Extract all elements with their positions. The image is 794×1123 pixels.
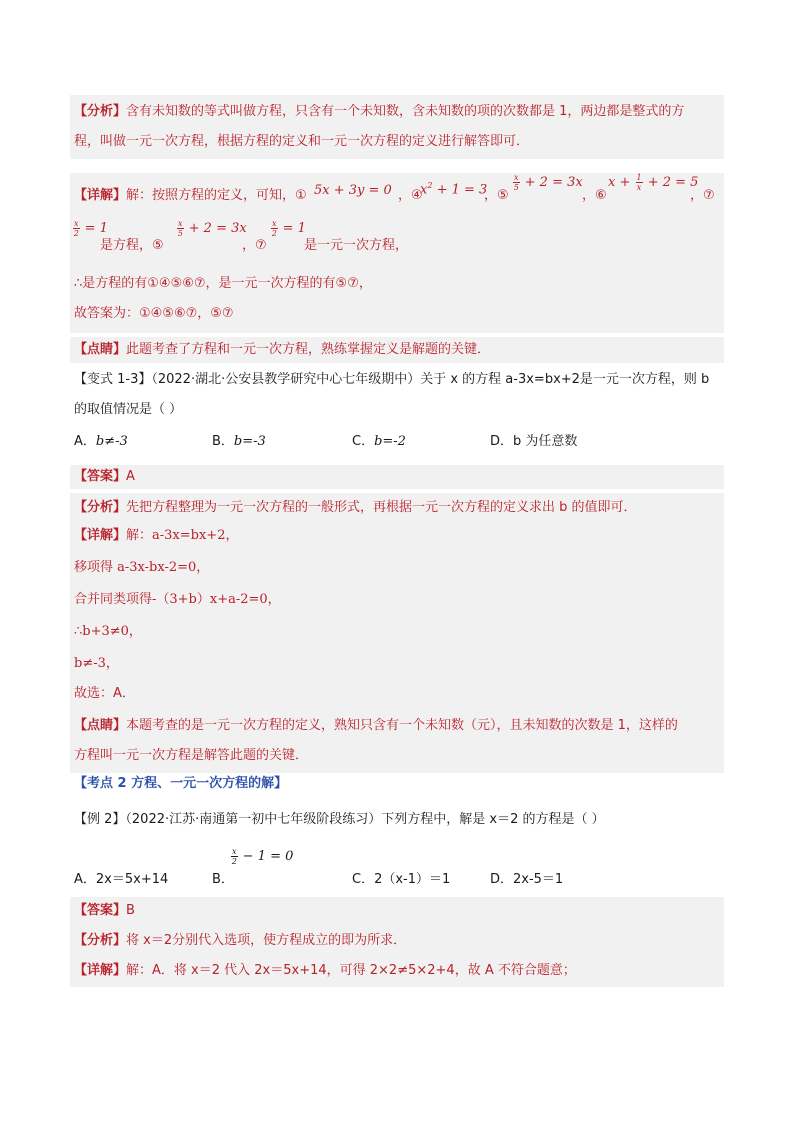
analysis-text: 含有未知数的等式叫做方程，只含有一个未知数，含未知数的项的次数都是 1，两边都是整式的方	[126, 104, 685, 119]
detail-2-section: 【详解】解：A．将 x＝2 代入 2x＝5x+14，可得 2×2≠5×2+4，故 A 不符合题意；	[70, 957, 724, 987]
option-a[interactable]: A．b≠-3	[74, 434, 128, 449]
analysis-13-section: 【分析】先把方程整理为一元一次方程的一般形式，再根据一元一次方程的定义求出 b 的值即可．	[70, 493, 724, 523]
variant-head: 【变式 1-3】（2022·湖北·公安县教学研究中心七年级期中）关于 x 的方程 a-3x=bx+2是一元一次方程，则 b	[74, 372, 710, 387]
example-2-question	[70, 797, 724, 893]
example-option-d[interactable]: D．2x-5＝1	[490, 872, 564, 887]
variant-question	[70, 363, 724, 463]
equation-1: 5x + 3y = 0	[314, 183, 392, 198]
detail-intro: 解：按照方程的定义，可知，	[126, 188, 296, 203]
point-2-title: 【考点 2 方程、一元一次方程的解】	[74, 776, 288, 791]
analysis-label: 【分析】	[74, 104, 127, 119]
analysis-2-section: 【分析】将 x＝2分别代入选项，使方程成立的即为所求．	[70, 925, 724, 957]
answer-value: A	[126, 469, 135, 484]
detail-13-line-2: 合并同类项得-（3+b）x+a-2=0，	[74, 592, 281, 607]
comment-section	[70, 337, 724, 363]
answer-section: 【答案】A	[70, 465, 724, 489]
variant-line2: 的取值情况是（ ）	[74, 402, 183, 417]
example-option-c[interactable]: C．2（x-1）＝1	[352, 872, 451, 887]
point-2-heading	[70, 773, 724, 797]
analysis-2-text: 将 x＝2分别代入选项，使方程成立的即为所求．	[126, 933, 407, 948]
option-b[interactable]: B．b=-3	[212, 434, 266, 449]
equation-5-repeat: $\frac{x}{5}$ + 2 = 3x	[177, 219, 247, 238]
answer-2-value: B	[126, 903, 135, 918]
summary-line: ∴是方程的有①④⑤⑥⑦，是一元一次方程的有⑤⑦，	[74, 276, 372, 291]
example-option-b-equation: $\frac{x}{2}$ − 1 = 0	[231, 847, 294, 866]
summary-section	[70, 269, 724, 333]
document-page	[70, 95, 724, 987]
detail-section: 【详解】解：按照方程的定义，可知，① 5x + 3y = 0 ，④ $x^2 + 1 = 3$ ，⑤ $\frac{x}{5}$ + 2 = 3x ，⑥ x + $\frac{1}{x}$ + 2 = 5 ，⑦ $\frac{x}{2}$ = 1 是方程，⑤ $\frac{x}{5}$ + 2 = 3x ，⑦ $\frac{x}{2}$ = 1 是一元一次方程，	[70, 173, 724, 269]
detail-2-text: 解：A．将 x＝2 代入 2x＝5x+14，可得 2×2≠5×2+4，故 A 不符合题意；	[126, 963, 576, 978]
equation-4: $x^2 + 1 = 3$	[420, 181, 488, 198]
equation-7: $\frac{x}{2}$ = 1	[73, 219, 108, 238]
analysis-section	[70, 95, 724, 159]
equation-7-repeat: $\frac{x}{2}$ = 1	[271, 219, 306, 238]
option-c[interactable]: C．b=-2	[352, 434, 406, 449]
equation-6: x + $\frac{1}{x}$ + 2 = 5	[608, 173, 699, 192]
example-option-b[interactable]: B．	[212, 872, 234, 887]
example-option-a[interactable]: A．2x＝5x+14	[74, 872, 169, 887]
detail-13-line-5: 故选：A．	[74, 686, 135, 701]
comment-13-section: 【点睛】本题考查的是一元一次方程的定义，熟知只含有一个未知数（元），且未知数的次数是 1，这样的 方程叫一元一次方程是解答此题的关键．	[70, 711, 724, 773]
analysis-13-text: 先把方程整理为一元一次方程的一般形式，再根据一元一次方程的定义求出 b 的值即可．	[126, 500, 637, 515]
comment-text: 此题考查了方程和一元一次方程，熟练掌握定义是解题的关键．	[126, 342, 491, 357]
example-2-head: 【例 2】（2022·江苏·南通第一初中七年级阶段练习）下列方程中，解是 x＝2 的方程是（ ）	[74, 812, 605, 827]
detail-13-line-3: ∴b+3≠0，	[74, 624, 142, 639]
answer-2-section: 【答案】B	[70, 897, 724, 925]
comment-13-text: 本题考查的是一元一次方程的定义，熟知只含有一个未知数（元），且未知数的次数是 1，这样的	[126, 718, 678, 733]
detail-label: 【详解】	[74, 188, 127, 203]
detail-13-section: 【详解】解：a-3x=bx+2， 移项得 a-3x-bx-2=0， 合并同类项得-（3+b）x+a-2=0， ∴b+3≠0， b≠-3， 故选：A．	[70, 523, 724, 711]
detail-13-line-1: 移项得 a-3x-bx-2=0，	[74, 560, 210, 575]
analysis-text-2: 程，叫做一元一次方程，根据方程的定义和一元一次方程的定义进行解答即可．	[74, 134, 530, 149]
comment-13-text-2: 方程叫一元一次方程是解答此题的关键．	[74, 748, 309, 763]
comment-label: 【点睛】	[74, 342, 127, 357]
detail-13-line-4: b≠-3，	[74, 656, 119, 671]
detail-13-line-0: 解：a-3x=bx+2，	[126, 528, 239, 543]
option-d[interactable]: D．b 为任意数	[490, 434, 578, 449]
answer-line: 故答案为：①④⑤⑥⑦，⑤⑦	[74, 306, 234, 321]
equation-5: $\frac{x}{5}$ + 2 = 3x	[513, 173, 583, 192]
